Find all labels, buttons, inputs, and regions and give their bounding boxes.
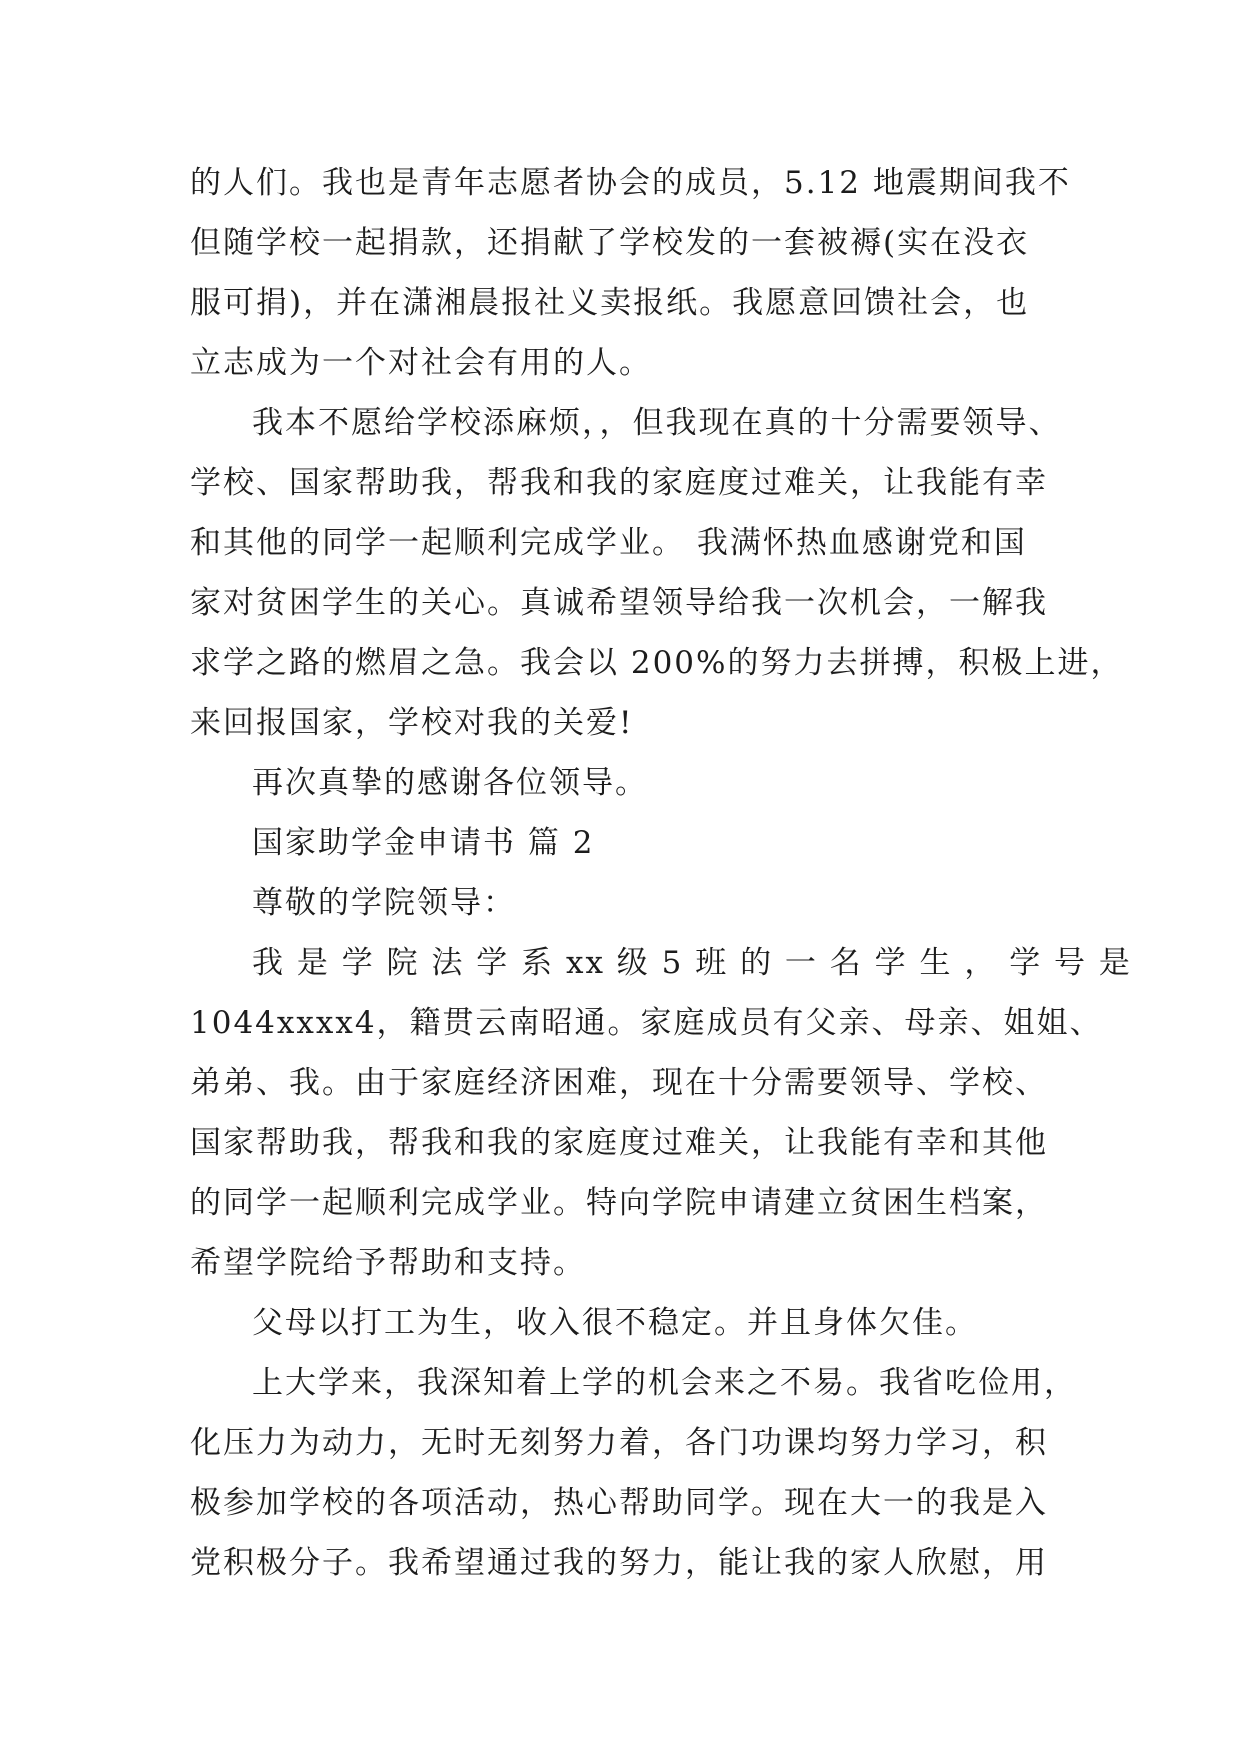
text-line: 化压力为动力，无时无刻努力着，各门功课均努力学习，积: [190, 1425, 1048, 1461]
paragraph-first-line: 父母以打工为生，收入很不稳定。并且身体欠佳。: [252, 1305, 978, 1341]
salutation: 尊敬的学院领导：: [252, 885, 516, 921]
text-line: 的同学一起顺利完成学业。特向学院申请建立贫困生档案，: [190, 1185, 1048, 1221]
text-line: 国家帮助我，帮我和我的家庭度过难关，让我能有幸和其他: [190, 1125, 1048, 1161]
text-line: 党积极分子。我希望通过我的努力，能让我的家人欣慰，用: [190, 1545, 1048, 1581]
text-line: 希望学院给予帮助和支持。: [190, 1245, 586, 1281]
text-line: 家对贫困学生的关心。真诚希望领导给我一次机会，一解我: [190, 585, 1048, 621]
text-line: 服可捐)，并在潇湘晨报社义卖报纸。我愿意回馈社会，也: [190, 285, 1030, 321]
paragraph-first-line: 我 是 学 院 法 学 系 xx 级 5 班 的 一 名 学 生 ， 学 号 是: [252, 945, 1132, 981]
text-line: 求学之路的燃眉之急。我会以 200%的努力去拼搏，积极上进，: [190, 645, 1124, 681]
text-line: 1044xxxx4，籍贯云南昭通。家庭成员有父亲、母亲、姐姐、: [190, 1005, 1103, 1041]
paragraph-first-line: 我本不愿给学校添麻烦，，但我现在真的十分需要领导、: [252, 405, 1062, 441]
paragraph-first-line: 上大学来，我深知着上学的机会来之不易。我省吃俭用，: [252, 1365, 1077, 1401]
section-heading: 国家助学金申请书 篇 2: [252, 825, 595, 861]
text-line: 和其他的同学一起顺利完成学业。 我满怀热血感谢党和国: [190, 525, 1027, 561]
text-line: 极参加学校的各项活动，热心帮助同学。现在大一的我是入: [190, 1485, 1048, 1521]
text-line: 弟弟、我。由于家庭经济困难，现在十分需要领导、学校、: [190, 1065, 1048, 1101]
text-line: 学校、国家帮助我，帮我和我的家庭度过难关，让我能有幸: [190, 465, 1048, 501]
paragraph-first-line: 再次真挚的感谢各位领导。: [252, 765, 648, 801]
text-line: 立志成为一个对社会有用的人。: [190, 345, 652, 381]
text-line: 来回报国家，学校对我的关爱!: [190, 705, 634, 741]
text-line: 但随学校一起捐款，还捐献了学校发的一套被褥(实在没衣: [190, 225, 1030, 261]
text-line: 的人们。我也是青年志愿者协会的成员，5.12 地震期间我不: [190, 165, 1071, 201]
